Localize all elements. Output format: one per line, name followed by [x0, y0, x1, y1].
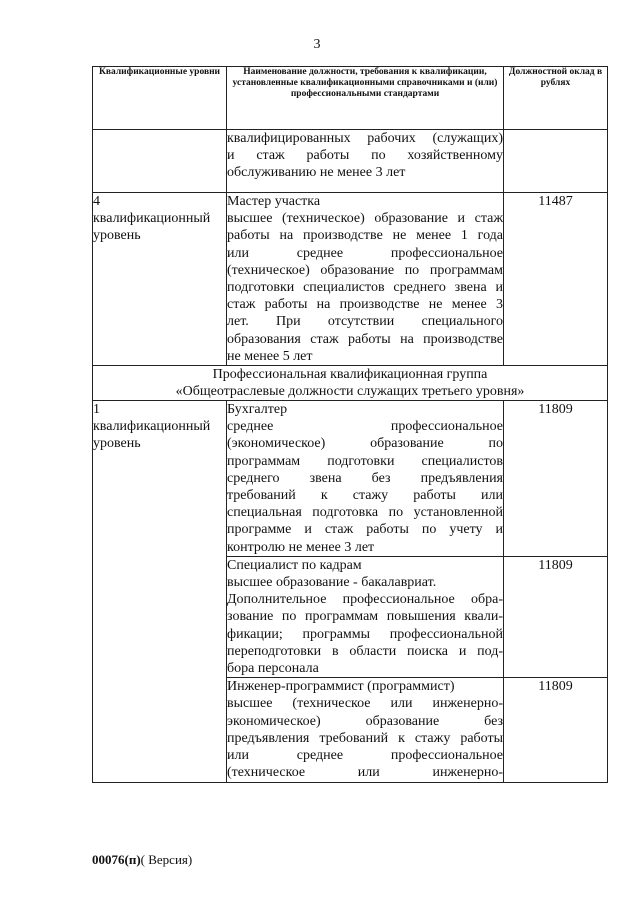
level-label: квалификационный — [93, 419, 211, 435]
text-line: экономическое) образование без — [227, 713, 503, 729]
text-line: образования стаж работы на производстве — [227, 331, 503, 347]
salary-cell: 11487 — [504, 193, 608, 366]
document-code-number: 00076(п) — [92, 852, 141, 867]
group-heading — [93, 366, 608, 401]
text-line: и стаж работы по хозяйственному — [227, 148, 503, 164]
level-number: 4 — [93, 194, 100, 209]
level-label: уровень — [93, 436, 141, 452]
text-line: высшее образование - бакалавриат. — [227, 575, 437, 591]
table-row — [93, 401, 608, 557]
text-line: (техническое или инженерно- — [227, 765, 503, 781]
level-cell — [93, 193, 227, 366]
text-line: работы на производстве не менее 1 года — [227, 228, 503, 244]
header-position-requirements: Наименование должности, требования к квалификации, установленные квалификационными справочниками и (или) профессиональными стандартами — [227, 67, 504, 130]
header-salary: Должностной оклад в рублях — [504, 67, 608, 130]
document-version: ( Версия) — [140, 852, 193, 867]
text-line: (техническое) образование по программам — [227, 262, 503, 278]
page-number: 3 — [313, 37, 321, 52]
table-header-row — [93, 67, 608, 130]
level-label: квалификационный — [93, 211, 211, 227]
text-line: среднего звена без предъявления — [227, 470, 503, 486]
document-code — [92, 852, 192, 868]
text-line: не менее 5 лет — [227, 348, 313, 364]
text-line: или среднее профессиональное — [227, 245, 503, 261]
level-label: уровень — [93, 228, 141, 244]
text-line: Дополнительное профессиональное обра- — [227, 592, 503, 608]
text-line: обслуживанию не менее 3 лет — [227, 165, 406, 181]
position-title: Бухгалтер — [227, 402, 288, 418]
text-line: программам подготовки специалистов — [227, 453, 503, 469]
text-line: или среднее профессиональное — [227, 748, 503, 764]
table-row — [93, 130, 608, 193]
level-cell-empty — [93, 130, 227, 193]
salary-cell: 11809 — [504, 678, 608, 782]
text-line: переподготовки в области поиска и под- — [227, 643, 503, 659]
requirements-cell — [227, 130, 504, 193]
text-line: подготовки специалистов среднего звена и — [227, 280, 503, 296]
position-title: Специалист по кадрам — [227, 557, 362, 573]
text-line: бора персонала — [227, 661, 319, 677]
requirements-cell — [227, 556, 504, 677]
text-line: предъявления требований к стажу работы — [227, 730, 503, 746]
group-title: Профессиональная квалификационная группа — [212, 367, 488, 383]
text-line: контролю не менее 3 лет — [227, 539, 375, 555]
text-line: высшее (техническое) образование и стаж — [227, 211, 503, 227]
position-title: Мастер участка — [227, 194, 321, 209]
level-number: 1 — [93, 402, 100, 418]
header-qualification-levels: Квалификационные уровни — [93, 67, 227, 130]
text-line: лет. При отсутствии специального — [227, 314, 503, 330]
text-line: (экономическое) образование по — [227, 436, 503, 452]
salary-cell-empty — [504, 130, 608, 193]
text-line: квалифицированных рабочих (служащих) — [227, 131, 503, 146]
text-line: программе и стаж работы по учету и — [227, 522, 503, 538]
group-row — [93, 366, 608, 401]
text-line: среднее профессиональное — [227, 419, 503, 435]
text-line: требований к стажу работы или — [227, 488, 503, 504]
text-line: высшее (техническое или инженерно- — [227, 696, 503, 712]
level-cell — [93, 401, 227, 782]
requirements-cell — [227, 193, 504, 366]
requirements-cell — [227, 678, 504, 782]
table-row — [93, 193, 608, 366]
salary-cell: 11809 — [504, 556, 608, 677]
qualification-table — [92, 66, 608, 783]
text-line: стаж работы на производстве не менее 3 — [227, 297, 503, 313]
text-line: зование по программам повышения квали- — [227, 609, 503, 625]
group-subtitle: «Общеотраслевые должности служащих третьего уровня» — [175, 384, 525, 400]
text-line: фикации; программы профессиональной — [227, 626, 503, 642]
text-line: специальная подготовка по установленной — [227, 505, 503, 521]
position-title: Инженер-программист (программист) — [227, 679, 455, 695]
requirements-cell — [227, 401, 504, 557]
salary-cell: 11809 — [504, 401, 608, 557]
